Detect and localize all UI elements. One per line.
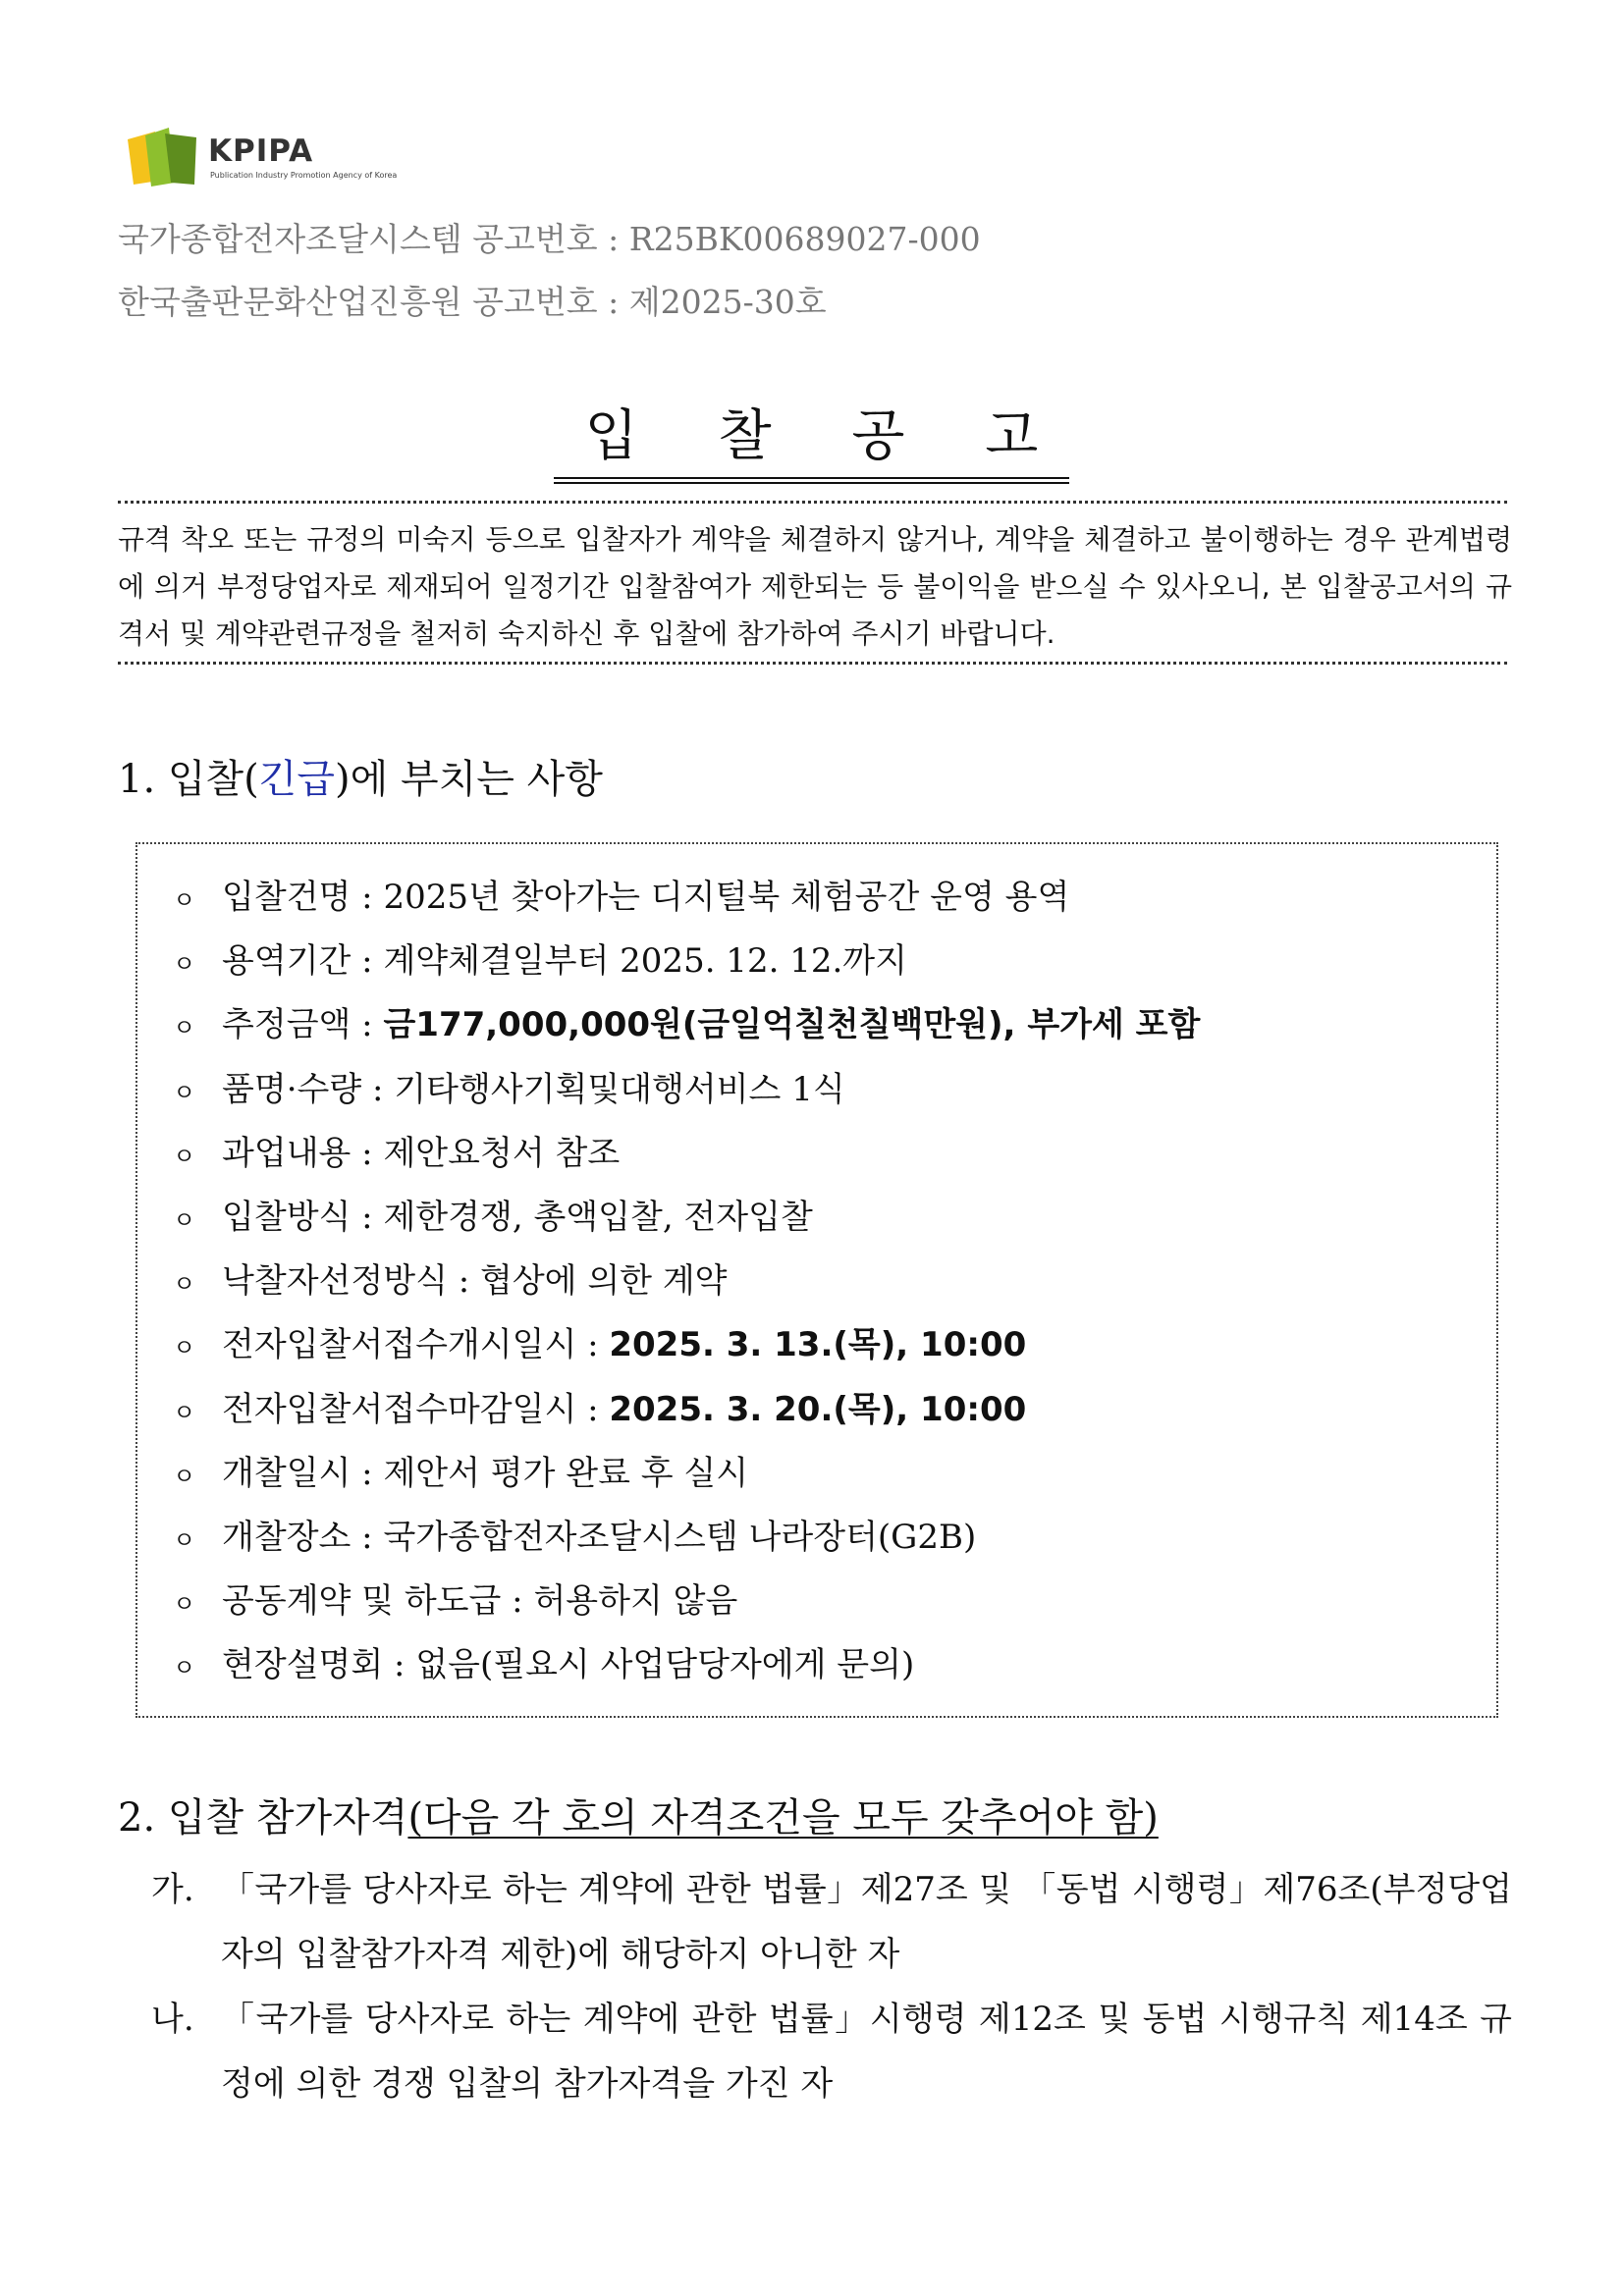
detail-value: 국가종합전자조달시스템 나라장터(G2B) xyxy=(383,1517,977,1557)
detail-item xyxy=(173,930,1200,993)
bullet-icon: ㅇ xyxy=(173,1334,196,1362)
bullet-icon: ㅇ xyxy=(173,886,196,914)
urgent-label: 긴급 xyxy=(258,757,336,802)
detail-item xyxy=(173,993,1200,1057)
divider-top xyxy=(118,501,1507,504)
bid-details-list xyxy=(173,866,1200,1697)
detail-value: 2025. 3. 13.(목), 10:00 xyxy=(609,1325,1027,1365)
bullet-icon: ㅇ xyxy=(173,1270,196,1299)
detail-item xyxy=(173,866,1200,930)
bullet-icon: ㅇ xyxy=(173,1014,196,1042)
detail-label: 낙찰자선정방식 : xyxy=(222,1261,480,1302)
detail-value: 계약체결일부터 2025. 12. 12.까지 xyxy=(383,941,907,982)
detail-label: 공동계약 및 하도급 : xyxy=(222,1581,534,1622)
bullet-icon: ㅇ xyxy=(173,1142,196,1170)
detail-value: 제안요청서 참조 xyxy=(383,1133,621,1173)
page-title-text: 입 찰 공 고 xyxy=(554,393,1070,484)
detail-item xyxy=(173,1058,1200,1122)
detail-item xyxy=(173,1570,1200,1633)
qualification-item xyxy=(118,1987,1512,2116)
detail-label: 품명·수량 : xyxy=(222,1069,395,1109)
detail-value: 제한경쟁, 총액입찰, 전자입찰 xyxy=(383,1197,813,1237)
section-1-heading xyxy=(118,748,603,804)
detail-value: 2025. 3. 20.(목), 10:00 xyxy=(609,1389,1027,1429)
qualification-mark: 가. xyxy=(151,1870,194,1909)
detail-label: 입찰건명 : xyxy=(222,878,384,917)
detail-item xyxy=(173,1506,1200,1570)
detail-label: 용역기간 : xyxy=(222,941,384,982)
detail-label: 현장설명회 : xyxy=(222,1645,416,1685)
g2b-notice-number: 국가종합전자조달시스템 공고번호 : R25BK00689027-000 xyxy=(118,220,981,258)
detail-item xyxy=(173,1633,1200,1697)
detail-label: 개찰일시 : xyxy=(222,1453,384,1493)
logo-wordmark: KPIPA xyxy=(208,133,314,169)
bullet-icon: ㅇ xyxy=(173,1078,196,1106)
detail-label: 전자입찰서접수마감일시 : xyxy=(222,1389,610,1429)
detail-item xyxy=(173,1378,1200,1442)
bid-details-box xyxy=(135,842,1498,1718)
qualification-item xyxy=(118,1857,1512,1987)
section-2-condition: (다음 각 호의 자격조건을 모두 갖추어야 함) xyxy=(407,1795,1159,1841)
bullet-icon: ㅇ xyxy=(173,1525,196,1554)
bullet-icon: ㅇ xyxy=(173,1462,196,1490)
detail-value: 기타행사기획및대행서비스 1식 xyxy=(394,1069,845,1109)
qualification-text: 「국가를 당사자로 하는 계약에 관한 법률」제27조 및 「동법 시행령」제76조(부정당업자의 입찰참가자격 제한)에 해당하지 아니한 자 xyxy=(221,1870,1512,1974)
section-2-heading xyxy=(118,1787,1159,1842)
section-1-prefix: 1. 입찰( xyxy=(118,757,259,802)
detail-value: 허용하지 않음 xyxy=(533,1581,738,1622)
detail-value: 협상에 의한 계약 xyxy=(479,1261,728,1302)
detail-label: 과업내용 : xyxy=(222,1133,384,1173)
bullet-icon: ㅇ xyxy=(173,1654,196,1682)
detail-label: 개찰장소 : xyxy=(222,1517,384,1557)
detail-item xyxy=(173,1442,1200,1506)
section-2-prefix: 2. 입찰 참가자격 xyxy=(118,1795,408,1841)
detail-value: 제안서 평가 완료 후 실시 xyxy=(383,1453,749,1493)
detail-label: 전자입찰서접수개시일시 : xyxy=(222,1325,610,1365)
detail-label: 추정금액 : xyxy=(222,1005,384,1045)
divider-bottom xyxy=(118,662,1507,665)
page-title xyxy=(0,393,1623,484)
qualification-text: 「국가를 당사자로 하는 계약에 관한 법률」시행령 제12조 및 동법 시행규칙 제14조 규정에 의한 경쟁 입찰의 참가자격을 가진 자 xyxy=(221,2000,1512,2104)
detail-item xyxy=(173,1250,1200,1313)
bullet-icon: ㅇ xyxy=(173,1398,196,1426)
bullet-icon: ㅇ xyxy=(173,1205,196,1234)
detail-value: 2025년 찾아가는 디지털북 체험공간 운영 용역 xyxy=(383,878,1070,917)
kpipa-logo xyxy=(126,126,450,188)
qualification-mark: 나. xyxy=(151,2000,194,2039)
detail-item xyxy=(173,1313,1200,1377)
logo-subtitle: Publication Industry Promotion Agency of Korea xyxy=(210,171,398,180)
agency-notice-number: 한국출판문화산업진흥원 공고번호 : 제2025-30호 xyxy=(118,283,827,321)
section-1-suffix: )에 부치는 사항 xyxy=(335,757,603,802)
book-logo-icon xyxy=(126,126,200,188)
detail-value: 금177,000,000원(금일억칠천칠백만원), 부가세 포함 xyxy=(383,1005,1201,1045)
bullet-icon: ㅇ xyxy=(173,950,196,979)
detail-item xyxy=(173,1186,1200,1250)
detail-value: 없음(필요시 사업담당자에게 문의) xyxy=(415,1645,915,1685)
warning-paragraph: 규격 착오 또는 규정의 미숙지 등으로 입찰자가 계약을 체결하지 않거나, 계약을 체결하고 불이행하는 경우 관계법령에 의거 부정당업자로 제재되어 일정기간 입찰참여가 제한되는 등 불이익을 받으실 수 있사오니, 본 입찰공고서의 규격서 및 계약관련규정을 철저히 숙지하신 후 입찰에 참가하여 주시기 바랍니다. xyxy=(118,523,1512,650)
detail-item xyxy=(173,1122,1200,1186)
detail-label: 입찰방식 : xyxy=(222,1197,384,1237)
bullet-icon: ㅇ xyxy=(173,1590,196,1619)
